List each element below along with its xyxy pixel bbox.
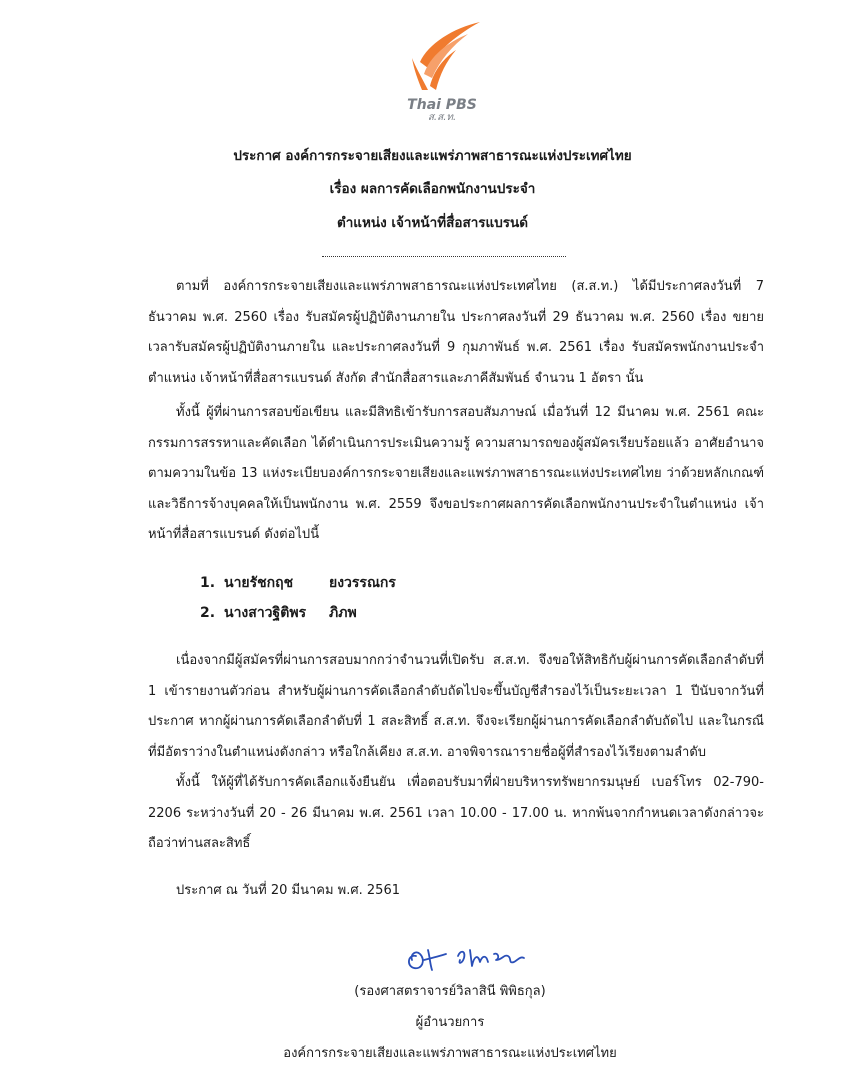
dotted-divider — [322, 256, 566, 257]
signatory-organization: องค์การกระจายเสียงและแพร่ภาพสาธารณะแห่งประเทศไทย — [283, 1046, 617, 1061]
candidate-item: 2. นางสาวฐิติพร ภิภพ — [200, 605, 357, 621]
signatory-name: (รองศาสตราจารย์วิลาสินี พิพิธกุล) — [354, 984, 546, 999]
candidate-item: 1. นายรัชกฤช ยงวรรณกร — [200, 575, 396, 591]
announcement-title: ประกาศ องค์การกระจายเสียงและแพร่ภาพสาธารณะแห่งประเทศไทย — [233, 148, 632, 164]
thai-pbs-logo — [398, 18, 486, 130]
announcement-subject: เรื่อง ผลการคัดเลือกพนักงานประจำ — [329, 181, 536, 197]
signature-icon — [402, 940, 534, 974]
paragraph-reserve-list: เนื่องจากมีผู้สมัครที่ผ่านการสอบมากกว่าจำนวนที่เปิดรับ ส.ส.ท. จึงขอให้สิทธิกับผู้ผ่านการคัดเลือกลำดับที่ 1 เข้ารายงานตัวก่อน สำหรับผู้ผ่านการคัดเลือกลำดับถัดไปจะขึ้นบัญชีสำรองไว้เป็นระยะเวลา 1 ปีนับจากวันที่ประกาศ หากผู้ผ่านการคัดเลือกลำดับที่ 1 สละสิทธิ์ ส.ส.ท. จึงจะเรียกผู้ผ่านการคัดเลือกลำดับถัดไป และในกรณีที่มีอัตราว่างในตำแหน่งดังกล่าว หรือใกล้เคียง ส.ส.ท. อาจพิจารณารายชื่อผู้ที่สำรองไว้เรียงตามลำดับ — [148, 653, 764, 760]
signatory-title: ผู้อำนวยการ — [415, 1015, 485, 1030]
handwritten-signature — [402, 940, 534, 974]
candidate-list — [200, 568, 396, 628]
announcement-date: ประกาศ ณ วันที่ 20 มีนาคม พ.ศ. 2561 — [176, 883, 400, 898]
announcement-position: ตำแหน่ง เจ้าหน้าที่สื่อสารแบรนด์ — [336, 215, 529, 231]
paragraph-evaluation: ทั้งนี้ ผู้ที่ผ่านการสอบข้อเขียน และมีสิทธิเข้ารับการสอบสัมภาษณ์ เมื่อวันที่ 12 มีนาคม พ.ศ. 2561 คณะกรรมการสรรหาและคัดเลือก ได้ดำเนินการประเมินความรู้ ความสามารถของผู้สมัครเรียบร้อยแล้ว อาศัยอำนาจตามความในข้อ 13 แห่งระเบียบองค์การกระจายเสียงและแพร่ภาพสาธารณะแห่งประเทศไทย ว่าด้วยหลักเกณฑ์และวิธีการจ้างบุคคลให้เป็นพนักงาน พ.ศ. 2559 จึงขอประกาศผลการคัดเลือกพนักงานประจำในตำแหน่ง เจ้าหน้าที่สื่อสารแบรนด์ ดังต่อไปนี้ — [148, 405, 764, 542]
logo-sub-text: ส.ส.ท. — [427, 112, 457, 123]
logo-brand-text: Thai PBS — [407, 97, 477, 113]
bird-logo-icon — [398, 18, 486, 98]
paragraph-confirmation: ทั้งนี้ ให้ผู้ที่ได้รับการคัดเลือกแจ้งยืนยัน เพื่อตอบรับมาที่ฝ่ายบริหารทรัพยากรมนุษย์ เบอร์โทร 02-790-2206 ระหว่างวันที่ 20 - 26 มีนาคม พ.ศ. 2561 เวลา 10.00 - 17.00 น. หากพ้นจากกำหนดเวลาดังกล่าวจะถือว่าท่านสละสิทธิ์ — [148, 775, 764, 851]
paragraph-background: ตามที่ องค์การกระจายเสียงและแพร่ภาพสาธารณะแห่งประเทศไทย (ส.ส.ท.) ได้มีประกาศลงวันที่ 7 ธันวาคม พ.ศ. 2560 เรื่อง รับสมัครผู้ปฏิบัติงานภายใน ประกาศลงวันที่ 29 ธันวาคม พ.ศ. 2560 เรื่อง ขยายเวลารับสมัครผู้ปฏิบัติงานภายใน และประกาศลงวันที่ 9 กุมภาพันธ์ พ.ศ. 2561 เรื่อง รับสมัครพนักงานประจำ ตำแหน่ง เจ้าหน้าที่สื่อสารแบรนด์ สังกัด สำนักสื่อสารและภาคีสัมพันธ์ จำนวน 1 อัตรา นั้น — [148, 279, 764, 386]
